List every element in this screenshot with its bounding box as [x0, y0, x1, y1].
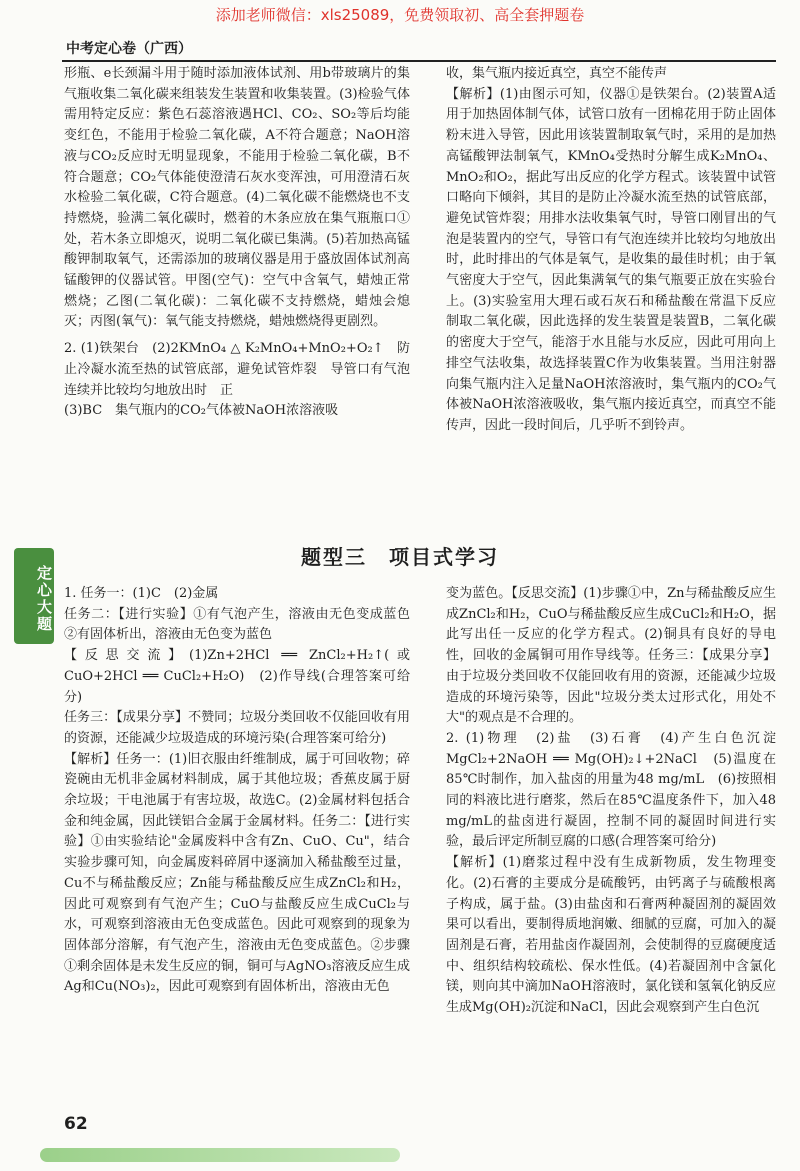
paragraph: 形瓶、e长颈漏斗用于随时添加液体试剂、用b带玻璃片的集气瓶收集二氧化碳来组装发生装置和收集装置。(3)检验气体需用特定反应：紫色石蕊溶液遇HCl、CO₂、SO₂等后均能变红色，不能用于检验二氧化碳，A不符合题意；NaOH溶液与CO₂反应时无明显现象，不能用于检验二氧化碳，B不符合题意；CO₂气体能使澄清石灰水变浑浊，可用澄清石灰水检验二氧化碳，C符合题意。(4)二氧化碳不能燃烧也不支持燃烧，验满二氧化碳时，燃着的木条应放在集气瓶瓶口①处，若木条立即熄灭，说明二氧化碳已集满。(5)若加热高锰酸钾制取氧气，还需添加的玻璃仪器是用于盛放固体试剂高锰酸钾的仪器试管。甲图(空气)：空气中含氧气，蜡烛正常燃烧；乙图(二氧化碳)：二氧化碳不支持燃烧，蜡烛会熄灭；丙图(氧气)：氧气能支持燃烧，蜡烛燃烧得更剧烈。	[64, 66, 410, 330]
side-tab: 定心大题	[14, 548, 54, 644]
watermark-text: 添加老师微信：xls25089，免费领取初、高全套押题卷	[215, 6, 585, 24]
answer-1: 1. 任务一：(1)C (2)金属	[64, 586, 219, 601]
paragraph: (3)BC 集气瓶内的CO₂气体被NaOH浓溶液吸	[64, 403, 339, 419]
left-column-bottom	[64, 584, 424, 998]
paragraph: 变为蓝色。【反思交流】(1)步骤①中，Zn与稀盐酸反应生成ZnCl₂和H₂，CuO与稀盐酸反应生成CuCl₂和H₂O，据此写出任一反应的化学方程式。(2)铜具有良好的导电性，回收的金属铜可用作导线等。任务三：【成果分享】由于垃圾分类回收不仅能回收有用的资源，还能减少垃圾造成的环境污染等，因此"垃圾分类太过形式化，用处不大"的观点是不合理的。	[446, 586, 776, 726]
analysis-paragraph: 【解析】任务一：(1)旧衣服由纤维制成，属于可回收物；碎瓷碗由无机非金属材料制成，属于其他垃圾；香蕉皮属于厨余垃圾；干电池属于有害垃圾，故选C。(2)金属材料包括合金和纯金属，因此镁铝合金属于金属材料。任务二：【进行实验】①由实验结论"金属废料中含有Zn、CuO、Cu"，结合实验步骤可知，向金属废料碎屑中逐滴加入稀盐酸至过量，Cu不与稀盐酸反应；Zn能与稀盐酸反应生成ZnCl₂和H₂，因此可观察到有气泡产生；CuO与盐酸反应生成CuCl₂与水，可观察到溶液由无色变成蓝色。因此可观察到的现象为固体部分溶解，有气泡产生，溶液由无色变成蓝色。②步骤①剩余固体是未发生反应的铜，铜可与AgNO₃溶液反应生成Ag和Cu(NO₃)₂，因此可观察到有固体析出，溶液由无色	[64, 751, 410, 995]
paragraph: 【反思交流】(1)Zn+2HCl ══ ZnCl₂+H₂↑(或CuO+2HCl ══ CuCl₂+H₂O) (2)作导线(合理答案可给分)	[64, 648, 410, 705]
answer-2: 2. (1)物理 (2)盐 (3)石膏 (4)产生白色沉淀 MgCl₂+2NaOH ══ Mg(OH)₂↓+2NaCl (5)温度在85℃时制作，加入盐卤的用量为48 mg/mL (6)按照相同的料液比进行磨浆，然后在85℃温度条件下，加入48 mg/mL的盐卤进行凝固，控制不同的凝固时间进行实验，最后评定所制豆腐的口感(合理答案可给分)	[446, 730, 790, 850]
left-column-top	[64, 64, 410, 422]
right-column-top	[446, 64, 776, 437]
answer-2: 2. (1)铁架台 (2)2KMnO₄ △ K₂MnO₄+MnO₂+O₂↑ 防止冷凝水流至热的试管底部，避免试管炸裂 导管口有气泡连续并比较均匀地放出时 正	[64, 341, 410, 398]
book-title: 中考定心卷（广西）	[66, 41, 192, 57]
section-title: 题型三 项目式学习	[301, 545, 499, 569]
header-rule	[62, 60, 776, 62]
paragraph: 收，集气瓶内接近真空，真空不能传声	[446, 66, 668, 81]
paragraph: 任务三：【成果分享】不赞同；垃圾分类回收不仅能回收有用的资源，还能减少垃圾造成的环境污染(合理答案可给分)	[64, 710, 410, 746]
right-column-bottom	[446, 584, 790, 1019]
analysis-paragraph: 【解析】(1)磨浆过程中没有生成新物质，发生物理变化。(2)石膏的主要成分是硫酸钙，由钙离子与硫酸根离子构成，属于盐。(3)由盐卤和石膏两种凝固剂的凝固效果可以看出，要制得质地润嫩、细腻的豆腐，可加入的凝固剂是石膏，若用盐卤作凝固剂，会使制得的豆腐硬度适中、组织结构较疏松、保水性低。(4)若凝固剂中含氯化镁，则向其中滴加NaOH溶液时，氯化镁和氢氧化钠反应生成Mg(OH)₂沉淀和NaCl，因此会观察到产生白色沉	[446, 855, 776, 1016]
footer-decoration	[40, 1148, 400, 1162]
paragraph: 任务二：【进行实验】①有气泡产生，溶液由无色变成蓝色 ②有固体析出，溶液由无色变为蓝色	[64, 606, 424, 643]
page-number: 62	[64, 1114, 88, 1134]
analysis-paragraph: 【解析】(1)由图示可知，仪器①是铁架台。(2)装置A适用于加热固体制气体，试管口放有一团棉花用于防止固体粉末进入导管，因此用该装置制取氧气时，采用的是加热高锰酸钾法制氧气，KMnO₄受热时分解生成K₂MnO₄、MnO₂和O₂，据此写出反应的化学方程式。该装置中试管口略向下倾斜，其目的是防止冷凝水流至热的试管底部，避免试管炸裂；用排水法收集氧气时，导管口刚冒出的气泡是装置内的空气，导管口有气泡连续并比较均匀地放出时，此时排出的气体是氧气，是收集的最佳时机；由于氧气密度大于空气，因此集满氧气的集气瓶要正放在实验台上。(3)实验室用大理石或石灰石和稀盐酸在常温下反应制取二氧化碳，因此选择的发生装置是装置B，二氧化碳的密度大于空气，能溶于水且能与水反应，因此可用向上排空气法收集，故选择装置C作为收集装置。当用注射器向集气瓶内注入足量NaOH浓溶液时，集气瓶内的CO₂气体被NaOH浓溶液吸收，集气瓶内接近真空，而真空不能传声，因此一段时间后，几乎听不到铃声。	[446, 86, 776, 433]
